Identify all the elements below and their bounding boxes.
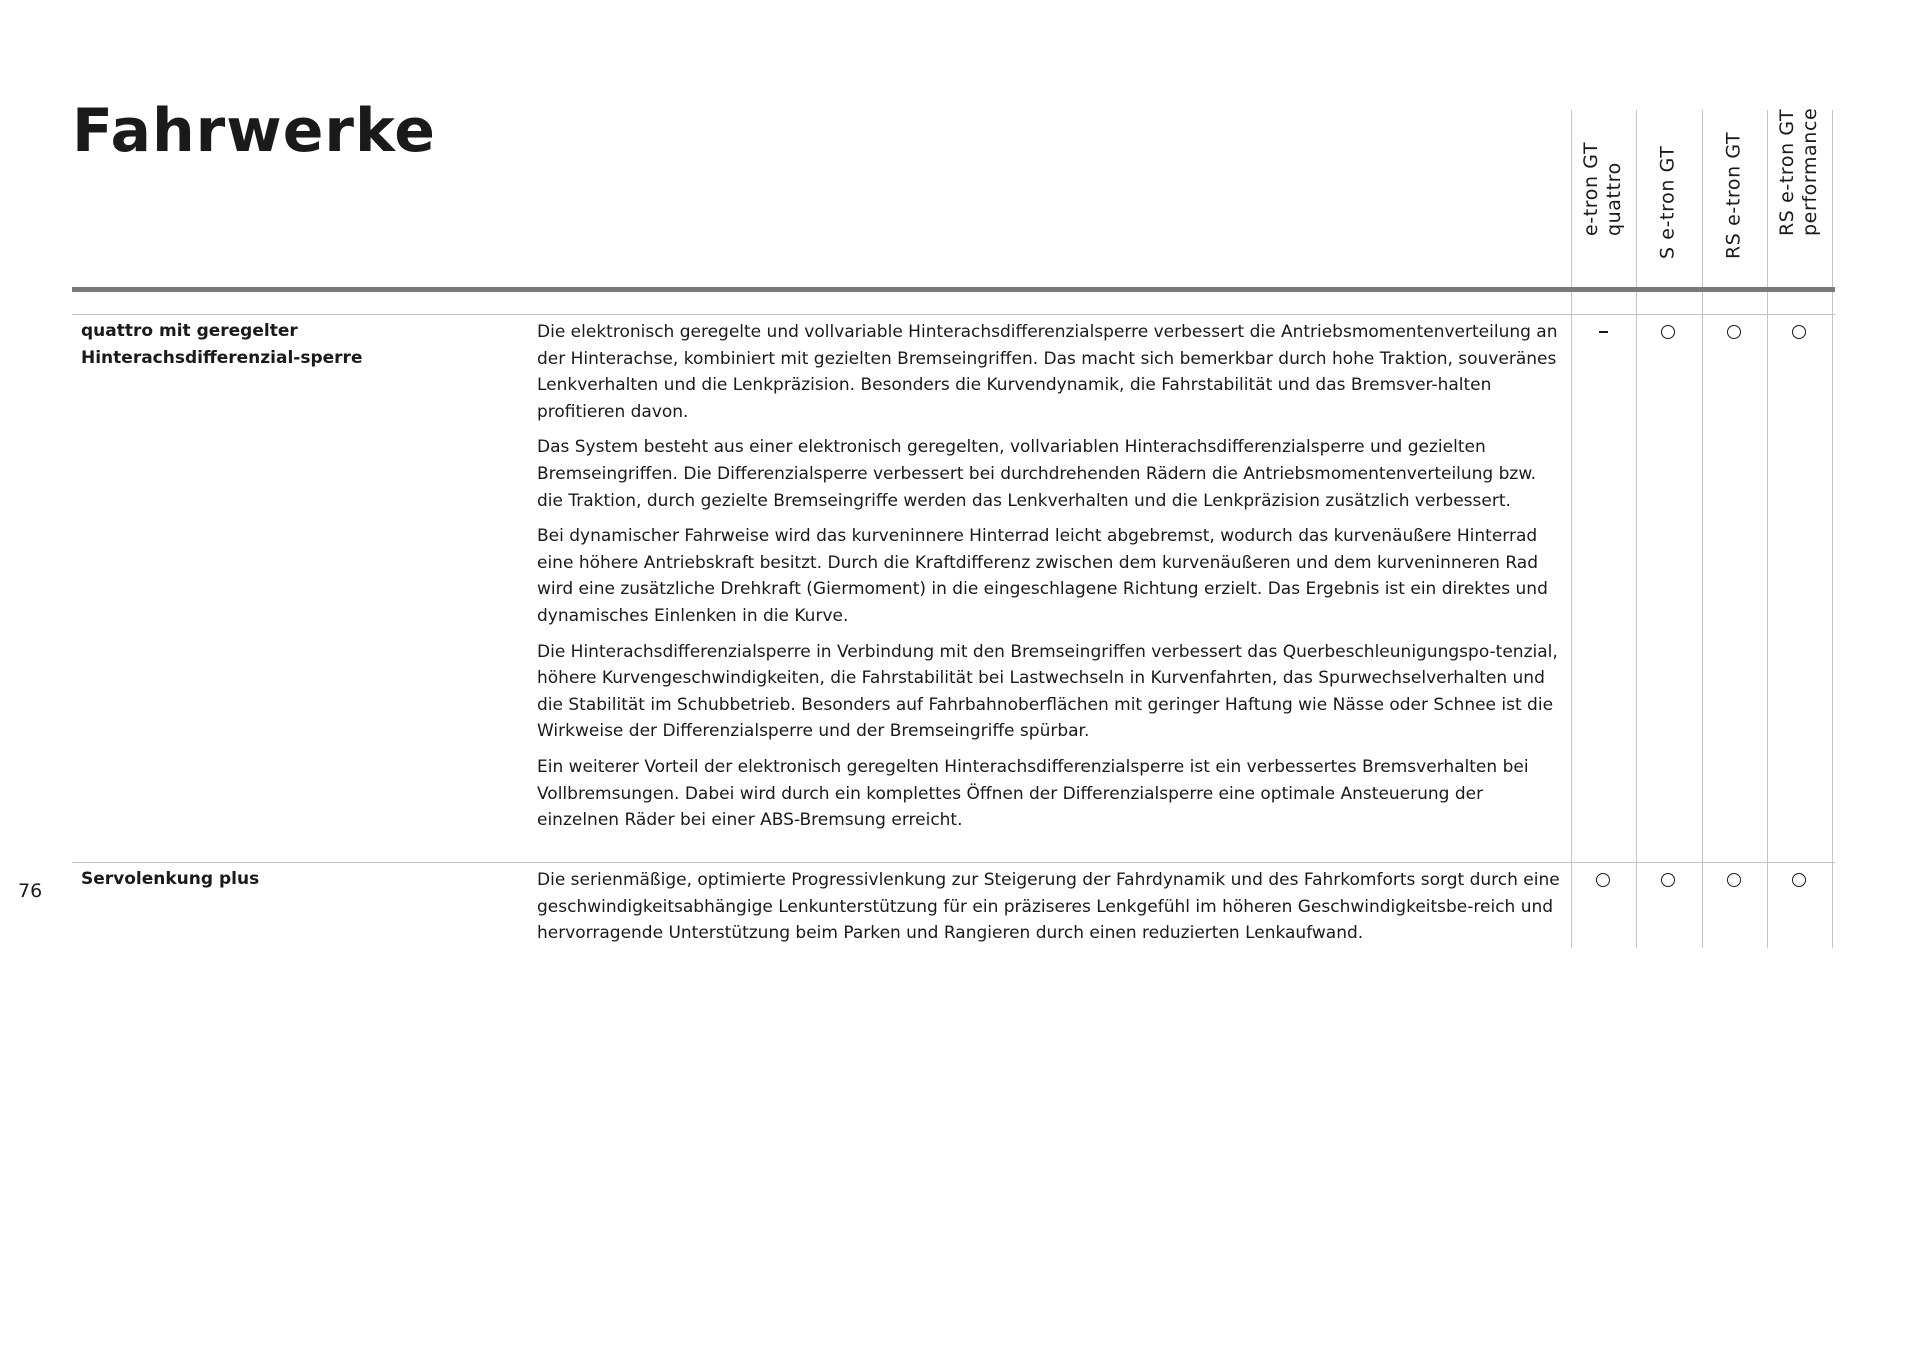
availability-dash xyxy=(1571,320,1635,344)
page-number: 76 xyxy=(18,880,43,902)
column-divider xyxy=(1636,110,1637,948)
feature-name-servolenkung: Servolenkung plus xyxy=(81,869,260,889)
dash-icon xyxy=(1599,331,1608,333)
row-divider xyxy=(72,862,1835,863)
description-paragraph: Bei dynamischer Fahrweise wird das kurveninnere Hinterrad leicht abgebremst, wodurch das kurvenäußere Hinterrad eine höhere Antriebskraft besitzt. Durch die Kraftdifferenz zwischen dem kurvenäußeren und dem kurveninneren Rad wird eine zusätzliche Drehkraft (Giermoment) in die eingeschlagene Richtung erzielt. Das Ergebnis ist ein direktes und dynamisches Einlenken in die Kurve. xyxy=(537,526,1548,626)
availability-circle xyxy=(1767,868,1831,892)
availability-circle xyxy=(1636,320,1700,344)
page-title: Fahrwerke xyxy=(72,96,436,166)
column-header-s-e-tron-gt xyxy=(1636,110,1700,282)
availability-circle xyxy=(1571,868,1635,892)
availability-circle xyxy=(1636,868,1700,892)
description-paragraph: Die Hinterachsdifferenzialsperre in Verbindung mit den Bremseingriffen verbessert das Querbeschleunigungspo-tenzial, höhere Kurvengeschwindigkeiten, die Fahrstabilität bei Lastwechseln in Kurvenfahrten, das Spurwechselverhalten und die Stabilität im Schubbetrieb. Besonders auf Fahrbahnoberflächen mit geringer Haftung wie Nässe oder Schnee ist die Wirkweise der Differenzialsperre und der Bremseingriffe spürbar. xyxy=(537,641,1558,742)
optional-circle-icon xyxy=(1727,325,1741,339)
optional-circle-icon xyxy=(1661,873,1675,887)
column-header-e-tron-gt-quattro xyxy=(1571,110,1635,282)
column-header-line1: RS e-tron GT xyxy=(1776,108,1798,236)
availability-circle xyxy=(1702,868,1766,892)
column-header-line1: S e-tron GT xyxy=(1656,145,1679,259)
feature-description-servolenkung xyxy=(537,867,1567,956)
header-rule xyxy=(72,287,1835,292)
column-header-line2: performance xyxy=(1799,107,1821,236)
optional-circle-icon xyxy=(1661,325,1675,339)
column-header-line2: quattro xyxy=(1603,162,1625,236)
column-header-line1: RS e-tron GT xyxy=(1722,131,1745,259)
availability-circle xyxy=(1767,320,1831,344)
description-paragraph: Das System besteht aus einer elektronisch geregelten, vollvariablen Hinterachsdifferenzialsperre und gezielten Bremseingriffen. Die Differenzialsperre verbessert bei durchdrehenden Rädern die Antriebsmomentenverteilung bzw. die Traktion, durch gezielte Bremseingriffe werden das Lenkverhalten und die Lenkpräzision zusätzlich verbessert. xyxy=(537,437,1537,511)
feature-description-quattro xyxy=(537,319,1567,843)
optional-circle-icon xyxy=(1727,873,1741,887)
feature-name-quattro: quattro mit geregelter Hinterachsdifferenzial-sperre xyxy=(81,321,363,368)
optional-circle-icon xyxy=(1792,325,1806,339)
availability-circle xyxy=(1702,320,1766,344)
column-header-line1: e-tron GT xyxy=(1580,141,1602,236)
description-paragraph: Ein weiterer Vorteil der elektronisch geregelten Hinterachsdifferenzialsperre ist ein verbessertes Bremsverhalten bei Vollbremsungen. Dabei wird durch ein komplettes Öffnen der Differenzialsperre eine optimale Ansteuerung der einzelnen Räder bei einer ABS-Bremsung erreicht. xyxy=(537,756,1529,831)
description-paragraph: Die elektronisch geregelte und vollvariable Hinterachsdifferenzialsperre verbessert die Antriebsmomentenverteilung an der Hinterachse, kombiniert mit gezielten Bremseingriffen. Das macht sich bemerkbar durch hohe Traktion, souveränes Lenkverhalten und die Lenkpräzision. Besonders die Kurvendynamik, die Fahrstabilität und das Bremsver-halten profitieren davon. xyxy=(537,322,1558,422)
optional-circle-icon xyxy=(1596,873,1610,887)
description-paragraph: Die serienmäßige, optimierte Progressivlenkung zur Steigerung der Fahrdynamik und des Fahrkomforts sorgt durch eine geschwindigkeitsabhängige Lenkunterstützung für ein präziseres Lenkgefühl im höheren Geschwindigkeitsbe-reich und hervorragende Unterstützung beim Parken und Rangieren durch einen reduzierten Lenkaufwand. xyxy=(537,870,1560,944)
column-divider xyxy=(1702,110,1703,948)
column-divider xyxy=(1571,110,1572,948)
optional-circle-icon xyxy=(1792,873,1806,887)
column-divider xyxy=(1767,110,1768,948)
row-divider xyxy=(72,314,1835,315)
column-divider xyxy=(1832,110,1833,948)
column-header-rs-e-tron-gt xyxy=(1702,110,1766,282)
column-header-rs-e-tron-gt-performance xyxy=(1767,107,1831,282)
